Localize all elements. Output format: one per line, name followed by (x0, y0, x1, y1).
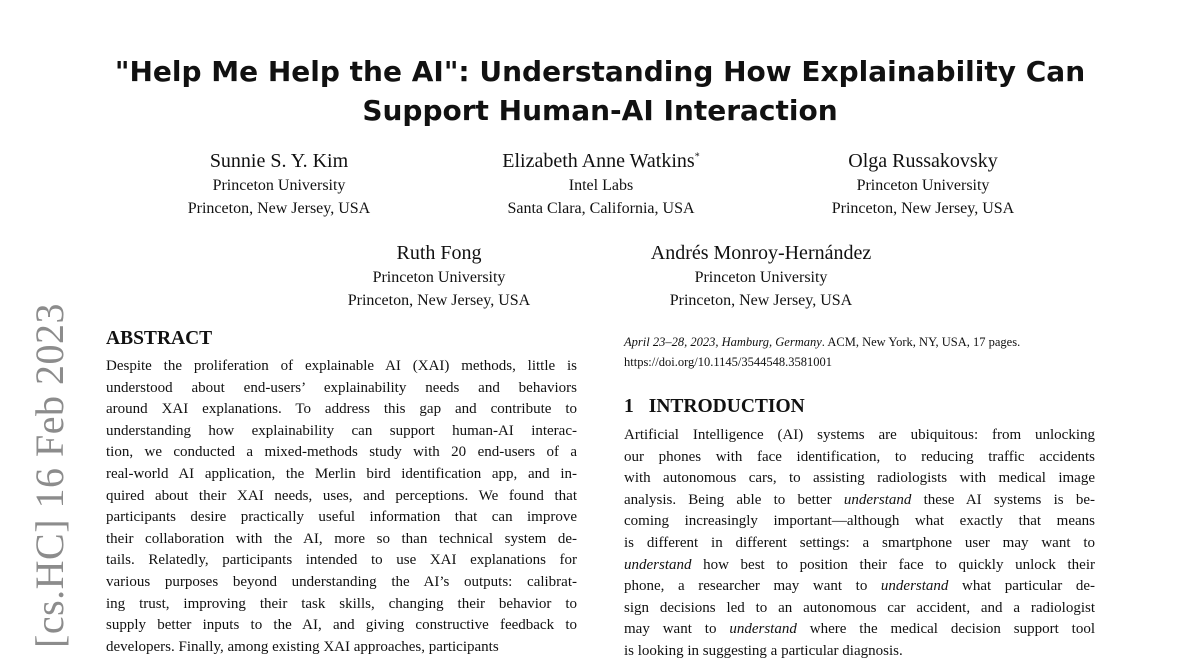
introduction-line (624, 468, 1095, 490)
author-name: Sunnie S. Y. Kim (209, 150, 349, 172)
abstract-line: tails. Relatedly, participants intended to use XAI explanations for (106, 552, 577, 569)
text-segment: may want to (624, 621, 730, 638)
abstract-line: understanding how explainability can support human-AI interac- (106, 422, 577, 439)
author-name: Andrés Monroy-Hernández (650, 242, 872, 264)
paper-title-line-1: "Help Me Help the AI": Understanding How Explainability Can (114, 55, 1086, 88)
author-location: Princeton, New Jersey, USA (669, 292, 853, 309)
introduction-heading (624, 395, 805, 419)
author-name: Ruth Fong (396, 242, 482, 264)
author-affiliation: Princeton University (372, 269, 506, 286)
author-block (129, 148, 429, 220)
text-segment: sign decisions led to an autonomous car accident, and a radiologist (624, 599, 1095, 616)
abstract-line: quired about their XAI needs, uses, and perceptions. We found that (106, 487, 577, 504)
publisher-info: . ACM, New York, NY, USA, 17 pages. (821, 335, 1021, 349)
author-block (289, 240, 589, 312)
section-title: INTRODUCTION (648, 396, 805, 417)
text-segment: is different in different settings: a smartphone user may want to (624, 534, 1095, 551)
introduction-line (624, 511, 1095, 533)
emphasized-word: understand (729, 621, 797, 638)
author-location: Princeton, New Jersey, USA (187, 200, 371, 217)
abstract-line: their collaboration with the AI, more so than technical system de- (106, 530, 577, 547)
author-block (773, 148, 1073, 220)
text-segment: phone, a researcher may want to (624, 578, 881, 595)
emphasized-word: understand (880, 578, 949, 595)
abstract-line: supply better inputs to the AI, and giving constructive feedback to (106, 617, 577, 634)
paper-title-line-2: Support Human-AI Interaction (362, 94, 838, 127)
emphasized-word: understand (843, 491, 912, 508)
introduction-line (624, 619, 1095, 641)
acm-reference-line (624, 332, 1098, 352)
text-segment: where the medical decision support tool (796, 621, 1095, 638)
text-segment: with autonomous cars, to assisting radiologists with medical image (624, 470, 1095, 487)
text-segment: Artificial Intelligence (AI) systems are ubiquitous: from unlocking (624, 427, 1095, 443)
abstract-heading: ABSTRACT (106, 328, 213, 349)
introduction-line (624, 598, 1095, 620)
author-name-line (451, 148, 751, 174)
author-name: Olga Russakovsky (848, 150, 998, 172)
author-location: Santa Clara, California, USA (507, 200, 695, 217)
abstract-body (106, 356, 577, 658)
introduction-line (624, 425, 1095, 447)
author-name: Elizabeth Anne Watkins (502, 150, 695, 172)
abstract-line: around XAI explanations. To address this gap and contribute to (106, 401, 577, 418)
text-segment: these AI systems is be- (911, 491, 1095, 508)
introduction-line (624, 447, 1095, 469)
introduction-line (624, 641, 1095, 663)
abstract-line: tion, we conducted a mixed-methods study with 20 end-users of a (106, 444, 577, 461)
text-segment: how best to position their face to quickly unlock their (691, 556, 1095, 573)
abstract-line: real-world AI application, the Merlin bird identification app, and in- (106, 465, 577, 482)
emphasized-word: understand (624, 556, 692, 573)
author-block (451, 148, 751, 220)
introduction-line (624, 490, 1095, 512)
abstract-line: participants desire practically useful information that can improve (106, 509, 577, 526)
abstract-line: various purposes beyond understanding the AI’s outputs: calibrat- (106, 573, 577, 590)
abstract-line: understood about end-users’ explainability needs and behaviors (106, 379, 577, 396)
author-affiliation: Princeton University (212, 177, 346, 194)
text-segment: coming increasingly important—although what exactly that means (624, 513, 1095, 530)
author-affiliation: Princeton University (694, 269, 828, 286)
introduction-line (624, 576, 1095, 598)
abstract-line: ing trust, improving their task skills, changing their behavior to (106, 595, 577, 612)
conference-venue: April 23–28, 2023, Hamburg, Germany (624, 335, 822, 349)
paper-title (0, 52, 1200, 130)
author-affiliation: Princeton University (856, 177, 990, 194)
text-segment: is looking in suggesting a particular diagnosis. (624, 642, 903, 659)
author-affiliation: Intel Labs (568, 177, 634, 194)
author-block (611, 240, 911, 312)
author-location: Princeton, New Jersey, USA (347, 292, 531, 309)
abstract-line: Despite the proliferation of explainable AI (XAI) methods, little is (106, 358, 577, 374)
introduction-line (624, 533, 1095, 555)
text-segment: what particular de- (948, 578, 1095, 595)
introduction-body (624, 425, 1095, 663)
text-segment: our phones with face identification, to reducing traffic accidents (624, 448, 1095, 465)
author-footnote-mark: * (694, 151, 700, 163)
acm-reference (624, 332, 1098, 372)
abstract-line: developers. Finally, among existing XAI approaches, participants (106, 638, 499, 655)
text-segment: analysis. Being able to better (624, 491, 844, 508)
arxiv-identifier-stamp: [cs.HC] 16 Feb 2023 (27, 302, 72, 648)
section-number: 1 (624, 396, 634, 417)
author-location: Princeton, New Jersey, USA (831, 200, 1015, 217)
doi-link[interactable]: https://doi.org/10.1145/3544548.3581001 (624, 355, 832, 369)
introduction-line (624, 555, 1095, 577)
